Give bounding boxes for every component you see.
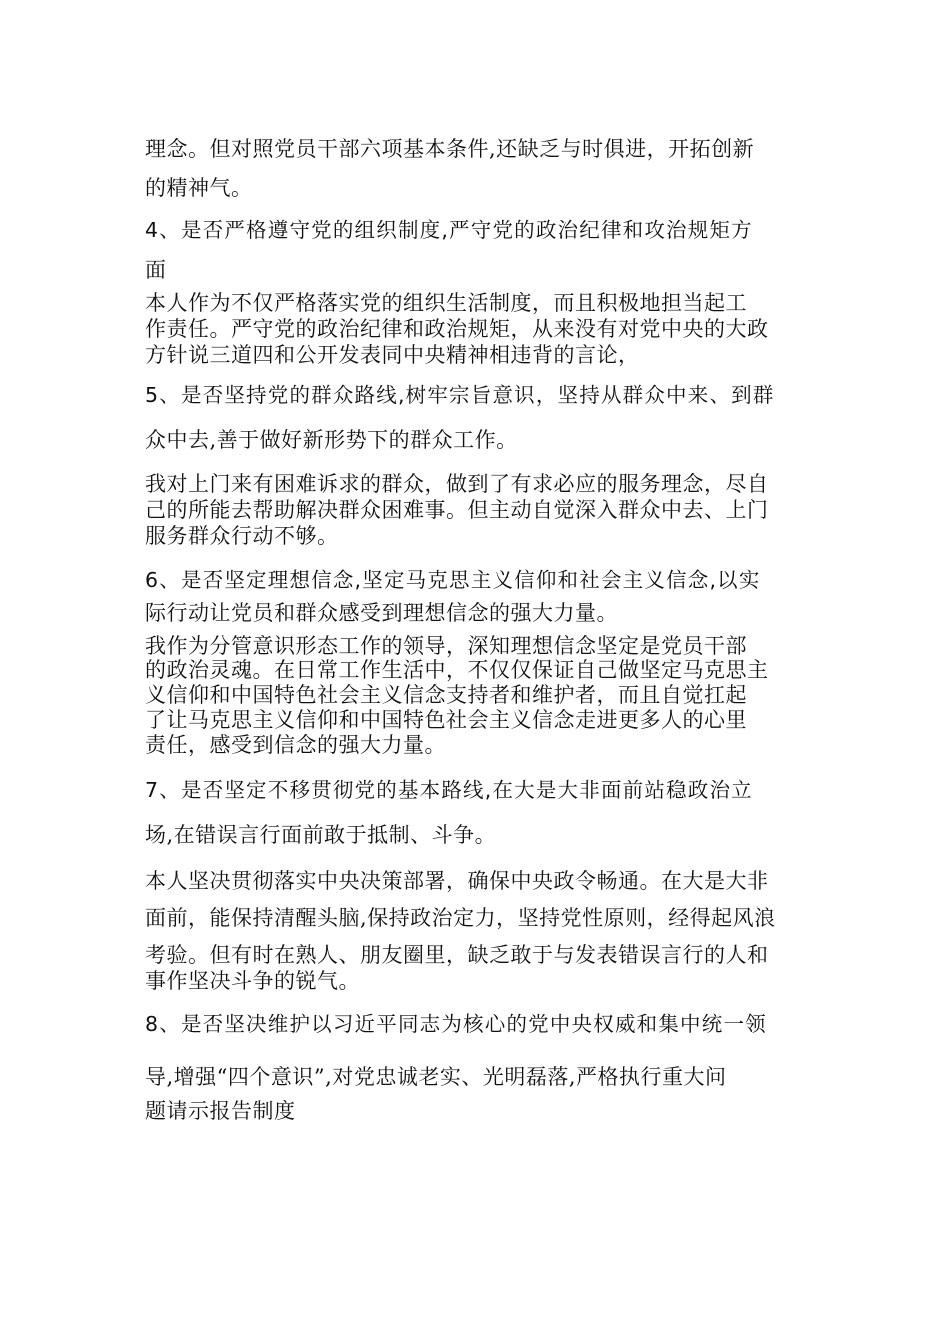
answer-text-line: 本人坚决贯彻落实中央决策部署，确保中央政令畅通。在大是大非 [145,869,769,893]
answer-text-line: 本人作为不仅严格落实党的组织生活制度，而且积极地担当起工 [145,291,747,315]
question-heading: 面 [145,258,167,282]
question-heading: 导,增强“四个意识”,对党忠诚老实、光明磊落,严格执行重大问 [145,1065,727,1089]
question-heading: 众中去,善于做好新形势下的群众工作。 [145,428,518,452]
answer-text-line: 己的所能去帮助解决群众困难事。但主动自觉深入群众中去、上门 [145,498,769,522]
answer-text-line: 我作为分管意识形态工作的领导，深知理想信念坚定是党员干部 [145,634,747,658]
question-heading: 题请示报告制度 [145,1099,296,1123]
answer-text-line: 事作坚决斗争的锐气。 [145,969,360,993]
question-heading: 6、是否坚定理想信念,坚定马克思主义信仰和社会主义信念,以实 [145,568,761,592]
answer-text-line: 义信仰和中国特色社会主义信念支持者和维护者，而且自觉扛起 [145,683,747,707]
question-heading: 5、是否坚持党的群众路线,树牢宗旨意识，坚持从群众中来、到群 [145,383,775,407]
question-heading: 场,在错误言行面前敢于抵制、斗争。 [145,823,497,847]
text-line: 理念。但对照党员干部六项基本条件,还缺乏与时俱进，开拓创新 [145,137,755,161]
question-heading: 4、是否严格遵守党的组织制度,严守党的政治纪律和攻治规矩方 [145,218,753,242]
answer-text-line: 我对上门来有困难诉求的群众，做到了有求必应的服务理念，尽自 [145,472,769,496]
answer-text-line: 服务群众行动不够。 [145,524,339,548]
question-heading: 7、是否坚定不移贯彻党的基本路线,在大是大非面前站稳政治立 [145,778,753,802]
answer-text-line: 作责任。严守党的政治纪律和政治规矩，从来没有对党中央的大政 [145,317,769,341]
question-heading: 8、是否坚决维护以习近平同志为核心的党中央权威和集中统一领 [145,1012,767,1036]
answer-text-line: 的政治灵魂。在日常工作生活中，不仅仅保证自己做坚定马克思主 [145,658,769,682]
question-heading: 际行动让党员和群众感受到理想信念的强大力量。 [145,601,618,625]
answer-text-line: 责任，感受到信念的强大力量。 [145,733,446,757]
answer-text-line: 面前，能保持清醒头脑,保持政治定力，坚持党性原则，经得起风浪 [145,906,776,930]
text-line: 的精神气。 [145,176,253,200]
answer-text-line: 考验。但有时在熟人、朋友圈里，缺乏敢于与发表错误言行的人和 [145,943,769,967]
answer-text-line: 方针说三道四和公开发表同中央精神相违背的言论， [145,343,640,367]
answer-text-line: 了让马克思主义信仰和中国特色社会主义信念走进更多人的心里 [145,708,747,732]
